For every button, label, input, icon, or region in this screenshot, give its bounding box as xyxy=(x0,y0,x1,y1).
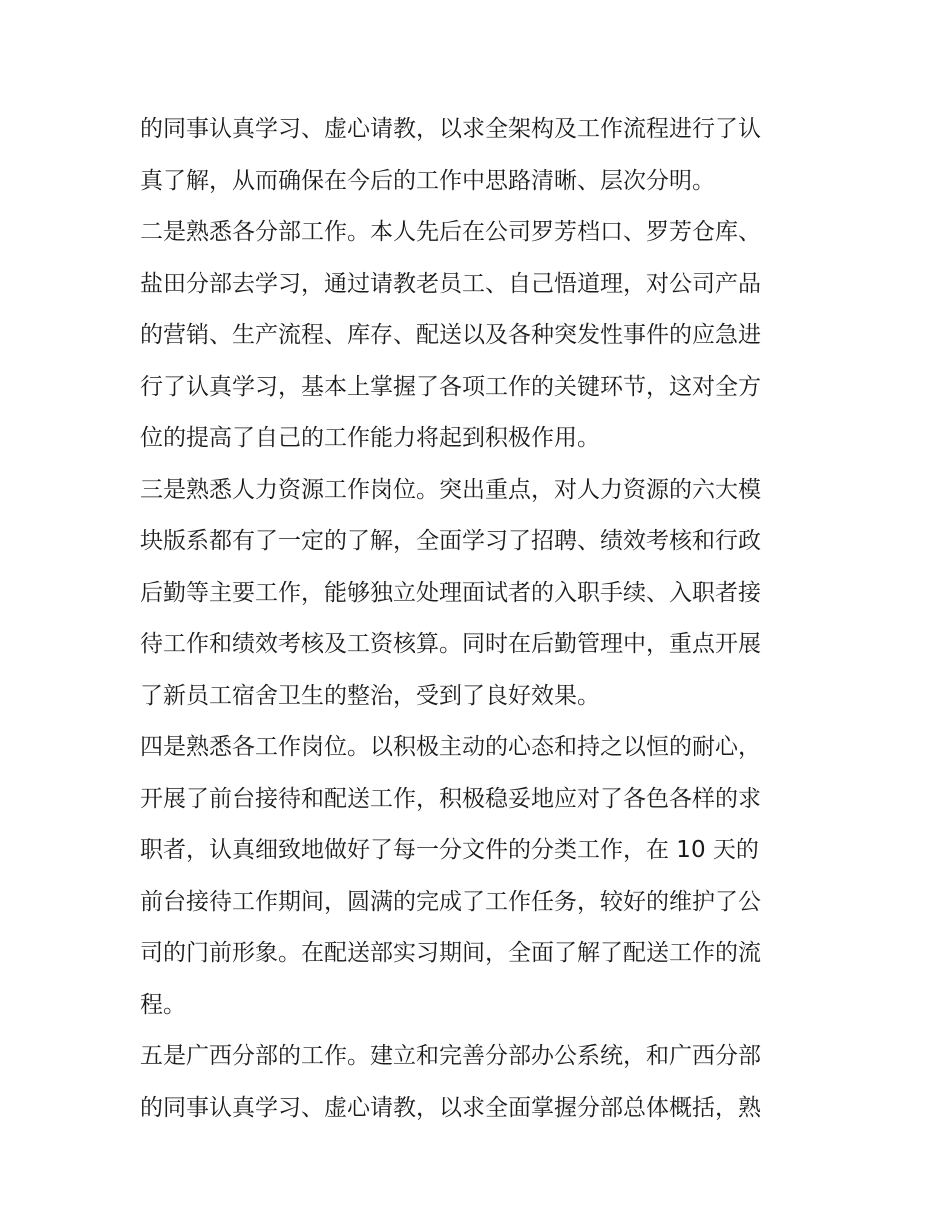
text-line: 盐田分部去学习，通过请教老员工、自己悟道理，对公司产品 xyxy=(140,270,761,297)
text-line: 程。 xyxy=(140,991,186,1018)
paragraph xyxy=(140,465,820,723)
paragraph xyxy=(140,207,820,465)
text-line: 的同事认真学习、虚心请教，以求全架构及工作流程进行了认 xyxy=(140,116,761,142)
text-line: 三是熟悉人力资源工作岗位。突出重点，对人力资源的六大模 xyxy=(140,476,761,503)
text-line: 前台接待工作期间，圆满的完成了工作任务，较好的维护了公 xyxy=(140,888,761,915)
text-line: 四是熟悉各工作岗位。以积极主动的心态和持之以恒的耐心， xyxy=(140,734,761,760)
text-line: 开展了前台接待和配送工作，积极稳妥地应对了各色各样的求 xyxy=(140,785,761,812)
text-line: 待工作和绩效考核及工资核算。同时在后勤管理中，重点开展 xyxy=(140,631,761,657)
text-line: 块版系都有了一定的了解，全面学习了招聘、绩效考核和行政 xyxy=(140,528,761,554)
text-line: 职者，认真细致地做好了每一分文件的分类工作，在 10 天的 xyxy=(140,837,759,863)
text-line: 司的门前形象。在配送部实习期间，全面了解了配送工作的流 xyxy=(140,940,761,966)
document-body xyxy=(140,104,820,1134)
text-line: 的同事认真学习、虚心请教，以求全面掌握分部总体概括，熟 xyxy=(140,1094,761,1121)
text-line: 行了认真学习，基本上掌握了各项工作的关键环节，这对全方 xyxy=(140,373,761,400)
text-line: 五是广西分部的工作。建立和完善分部办公系统，和广西分部 xyxy=(140,1043,761,1069)
text-line: 真了解，从而确保在今后的工作中思路清晰、层次分明。 xyxy=(140,167,715,194)
text-line: 了新员工宿舍卫生的整治，受到了良好效果。 xyxy=(140,682,600,709)
text-line: 后勤等主要工作，能够独立处理面试者的入职手续、入职者接 xyxy=(140,579,761,606)
paragraph xyxy=(140,104,820,207)
text-line: 位的提高了自己的工作能力将起到积极作用。 xyxy=(140,425,600,451)
text-line: 的营销、生产流程、库存、配送以及各种突发性事件的应急进 xyxy=(140,322,761,348)
paragraph xyxy=(140,1031,820,1134)
text-line: 二是熟悉各分部工作。本人先后在公司罗芳档口、罗芳仓库、 xyxy=(140,219,761,245)
paragraph xyxy=(140,722,820,1031)
